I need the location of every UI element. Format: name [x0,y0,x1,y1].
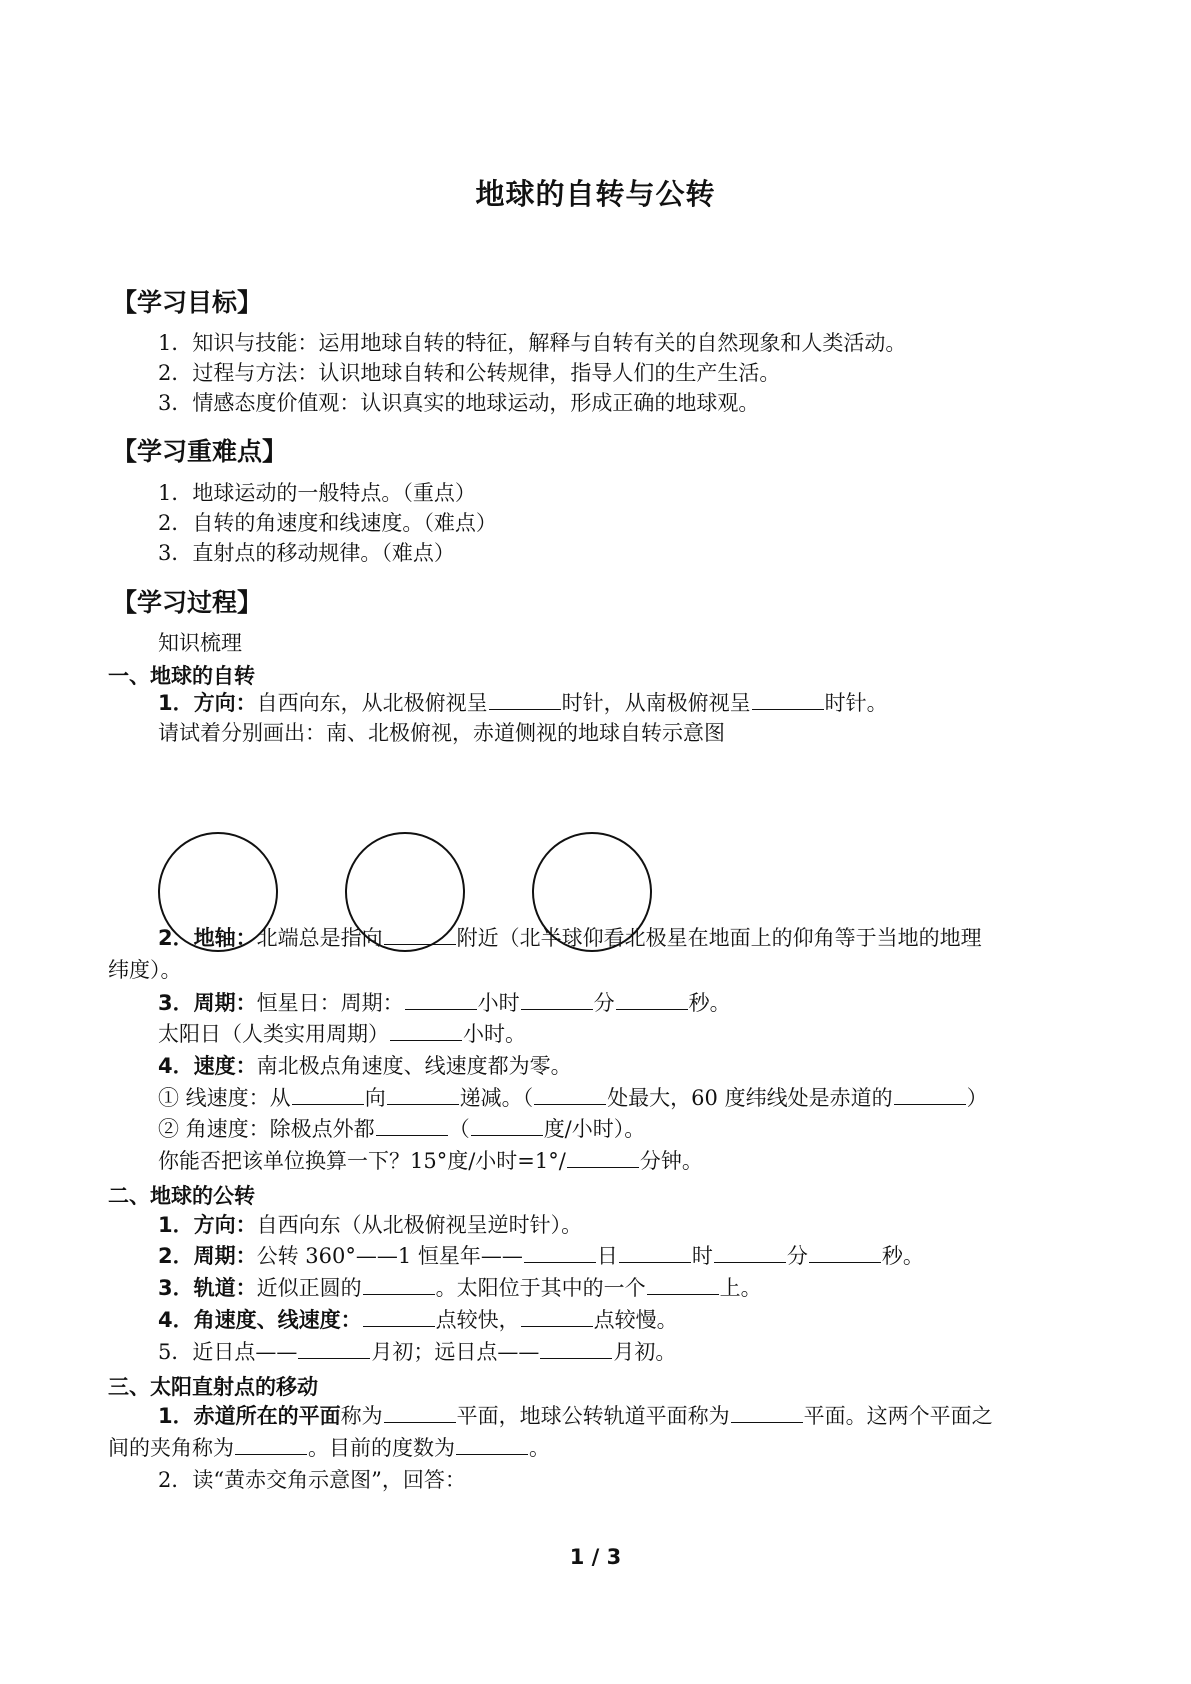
answer-blank[interactable] [616,991,688,1010]
answer-blank[interactable] [714,1244,786,1263]
answer-blank[interactable] [363,1308,435,1327]
revolution-speed-label: 4．角速度、线速度： [158,1308,362,1332]
keypoint-item-2: 2．自转的角速度和线速度。（难点） [158,511,497,535]
rotation-speed-line [158,1053,572,1079]
text: 间的夹角称为 [108,1436,234,1460]
answer-blank[interactable] [809,1244,881,1263]
text: 时 [691,1244,713,1268]
rotation-angular-speed-line [158,1116,645,1142]
answer-blank[interactable] [390,1022,462,1041]
subsolar-angle-line [108,1435,550,1461]
subsolar-plane-label: 1．赤道所在的平面 [158,1404,341,1428]
answer-blank[interactable] [521,991,593,1010]
text: 秒。 [881,1244,924,1268]
revolution-orbit-line [158,1275,762,1301]
answer-blank[interactable] [376,1117,448,1136]
answer-blank[interactable] [524,1244,596,1263]
text: 附近（北半球仰看北极星在地面上的仰角等于当地的地理 [456,926,982,950]
text: 北端总是指向 [256,926,383,950]
text: ② 角速度：除极点外都 [158,1117,375,1141]
process-subtitle: 知识梳理 [158,631,242,655]
text: 点较快， [435,1308,520,1332]
answer-blank[interactable] [471,1117,543,1136]
answer-blank[interactable] [292,1086,364,1105]
subsolar-question-line: 2．读“黄赤交角示意图”，回答： [158,1468,466,1492]
answer-blank[interactable] [384,1404,456,1423]
revolution-perihelion-line [158,1339,676,1365]
text: 上。 [719,1276,762,1300]
revolution-speed-line [158,1307,678,1333]
text: 向 [364,1086,386,1110]
answer-blank[interactable] [384,926,456,945]
keypoint-item-1: 1．地球运动的一般特点。（重点） [158,481,476,505]
rotation-linear-speed-line [158,1085,988,1111]
text: 分钟。 [639,1149,703,1173]
rotation-conversion-line [158,1148,703,1174]
answer-blank[interactable] [534,1086,606,1105]
text: 分 [786,1244,808,1268]
subsolar-plane-line [158,1403,993,1429]
revolution-direction-line [158,1212,582,1238]
text: 平面，地球公转轨道平面称为 [456,1404,730,1428]
text: 月初。 [613,1340,677,1364]
text: 平面。这两个平面之 [803,1404,993,1428]
total-pages: 3 [606,1545,622,1569]
text: 自西向东，从北极俯视呈 [256,691,488,715]
answer-blank[interactable] [387,1086,459,1105]
text: 度/小时）。 [543,1117,646,1141]
answer-blank[interactable] [405,991,477,1010]
text: 递减。（ [459,1086,534,1110]
page-number [0,1545,1191,1569]
page-separator: / [591,1545,600,1569]
answer-blank[interactable] [298,1340,370,1359]
answer-blank[interactable] [619,1244,691,1263]
rotation-speed-label: 4．速度： [158,1054,257,1078]
text: 分 [593,991,615,1015]
rotation-axis-label: 2．地轴： [158,926,257,950]
answer-blank[interactable] [894,1086,966,1105]
rotation-draw-prompt: 请试着分别画出：南、北极俯视，赤道侧视的地球自转示意图 [158,721,725,745]
rotation-period-label: 3．周期： [158,991,257,1015]
text: 时针。 [824,691,888,715]
current-page: 1 [569,1545,585,1569]
answer-blank[interactable] [540,1340,612,1359]
text: 太阳日（人类实用周期） [158,1022,389,1046]
text: 恒星日：周期： [256,991,404,1015]
rotation-axis-cont: 纬度）。 [108,958,182,982]
goal-item-2: 2．过程与方法：认识地球自转和公转规律，指导人们的生产生活。 [158,361,781,385]
text: 称为 [340,1404,383,1428]
revolution-title: 二、地球的公转 [108,1184,255,1208]
rotation-direction-line [158,690,888,716]
answer-blank[interactable] [489,691,561,710]
goals-heading: 【学习目标】 [112,288,263,317]
text: 日 [596,1244,618,1268]
text: 。 [529,1436,550,1460]
rotation-axis-line [158,925,982,951]
answer-blank[interactable] [235,1436,307,1455]
text: 时针，从南极俯视呈 [561,691,751,715]
keypoints-heading: 【学习重难点】 [112,437,288,466]
text: 南北极点角速度、线速度都为零。 [256,1054,572,1078]
rotation-period-line [158,990,731,1016]
text: 月初；远日点—— [371,1340,540,1364]
revolution-period-label: 2．周期： [158,1244,257,1268]
answer-blank[interactable] [567,1149,639,1168]
keypoint-item-3: 3．直射点的移动规律。（难点） [158,541,455,565]
revolution-orbit-label: 3．轨道： [158,1276,257,1300]
text: 处最大，60 度纬线处是赤道的 [607,1086,893,1110]
text: 5．近日点—— [158,1340,298,1364]
goal-item-1: 1．知识与技能：运用地球自转的特征，解释与自转有关的自然现象和人类活动。 [158,331,907,355]
text: ） [966,1086,988,1110]
text: 自西向东（从北极俯视呈逆时针）。 [256,1213,583,1237]
text: 你能否把该单位换算一下？15°度/小时=1°/ [158,1149,566,1173]
text: 。太阳位于其中的一个 [435,1276,646,1300]
process-heading: 【学习过程】 [112,588,263,617]
answer-blank[interactable] [647,1276,719,1295]
text: （ [448,1117,470,1141]
answer-blank[interactable] [731,1404,803,1423]
rotation-direction-label: 1．方向： [158,691,257,715]
text: 点较慢。 [593,1308,678,1332]
document-title: 地球的自转与公转 [475,177,716,211]
revolution-direction-label: 1．方向： [158,1213,257,1237]
subsolar-title: 三、太阳直射点的移动 [108,1375,318,1399]
answer-blank[interactable] [752,691,824,710]
rotation-solar-day-line [158,1021,526,1047]
answer-blank[interactable] [456,1436,528,1455]
text: 公转 360°——1 恒星年—— [256,1244,523,1268]
text: 小时。 [463,1022,526,1046]
answer-blank[interactable] [521,1308,593,1327]
text: 近似正圆的 [256,1276,362,1300]
text: 。目前的度数为 [308,1436,455,1460]
answer-blank[interactable] [363,1276,435,1295]
text: ① 线速度：从 [158,1086,291,1110]
rotation-title: 一、地球的自转 [108,664,255,688]
revolution-period-line [158,1243,924,1269]
text: 秒。 [688,991,731,1015]
text: 小时 [477,991,520,1015]
goal-item-3: 3．情感态度价值观：认识真实的地球运动，形成正确的地球观。 [158,391,760,415]
